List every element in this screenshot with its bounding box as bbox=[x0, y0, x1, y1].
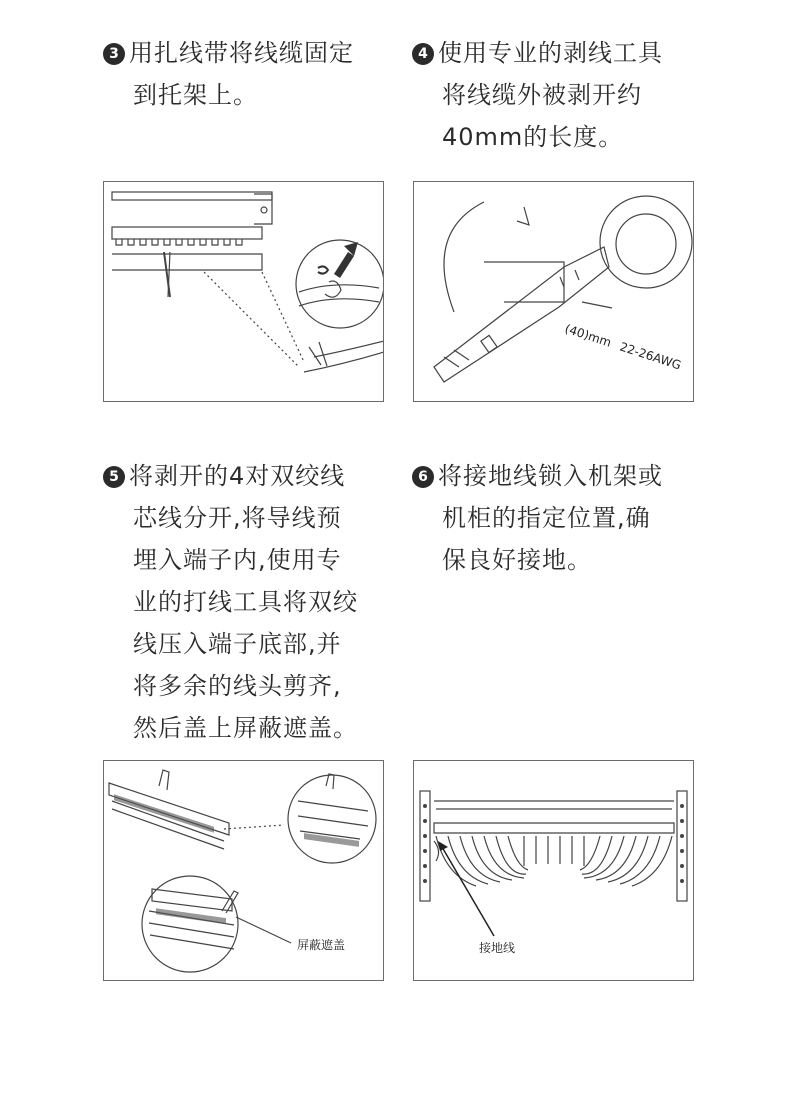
step-4-instruction bbox=[412, 32, 712, 158]
step-text-first-line: 将剥开的4对双绞线 bbox=[129, 462, 346, 490]
step-number-badge: 5 bbox=[103, 466, 125, 488]
step-number-badge: 6 bbox=[412, 466, 434, 488]
measure-label: (40)mm bbox=[563, 321, 614, 350]
step-number-badge: 4 bbox=[412, 43, 434, 65]
figure-shield-cover bbox=[103, 760, 384, 981]
gauge-label: 22-26AWG bbox=[618, 339, 683, 373]
step-number-badge: 3 bbox=[103, 43, 125, 65]
figure-grounding-wire bbox=[413, 760, 694, 981]
step-text-rest: 到托架上。 bbox=[133, 81, 258, 109]
step-6-instruction bbox=[412, 455, 712, 581]
cable-tie-illustration bbox=[104, 182, 383, 401]
step-text-rest: 芯线分开,将导线预 埋入端子内,使用专 业的打线工具将双绞 线压入端子底部,并 将多余的线头剪齐, 然后盖上屏蔽遮盖。 bbox=[133, 504, 358, 742]
step-text-first-line: 使用专业的剥线工具 bbox=[438, 39, 663, 67]
step-3-instruction bbox=[103, 32, 403, 116]
step-text-first-line: 将接地线锁入机架或 bbox=[438, 462, 663, 490]
shield-cover-label: 屏蔽遮盖 bbox=[297, 938, 346, 952]
step-text-rest: 机柜的指定位置,确 保良好接地。 bbox=[442, 504, 651, 574]
step-text-rest: 将线缆外被剥开约 40mm的长度。 bbox=[442, 81, 642, 151]
ground-wire-label: 接地线 bbox=[479, 941, 516, 955]
step-5-instruction bbox=[103, 455, 403, 749]
figure-wire-stripper bbox=[413, 181, 694, 402]
step-text-first-line: 用扎线带将线缆固定 bbox=[129, 39, 354, 67]
figure-cable-tie bbox=[103, 181, 384, 402]
wire-stripper-illustration bbox=[414, 182, 693, 401]
shield-cover-illustration bbox=[104, 761, 383, 980]
grounding-wire-illustration bbox=[414, 761, 693, 980]
